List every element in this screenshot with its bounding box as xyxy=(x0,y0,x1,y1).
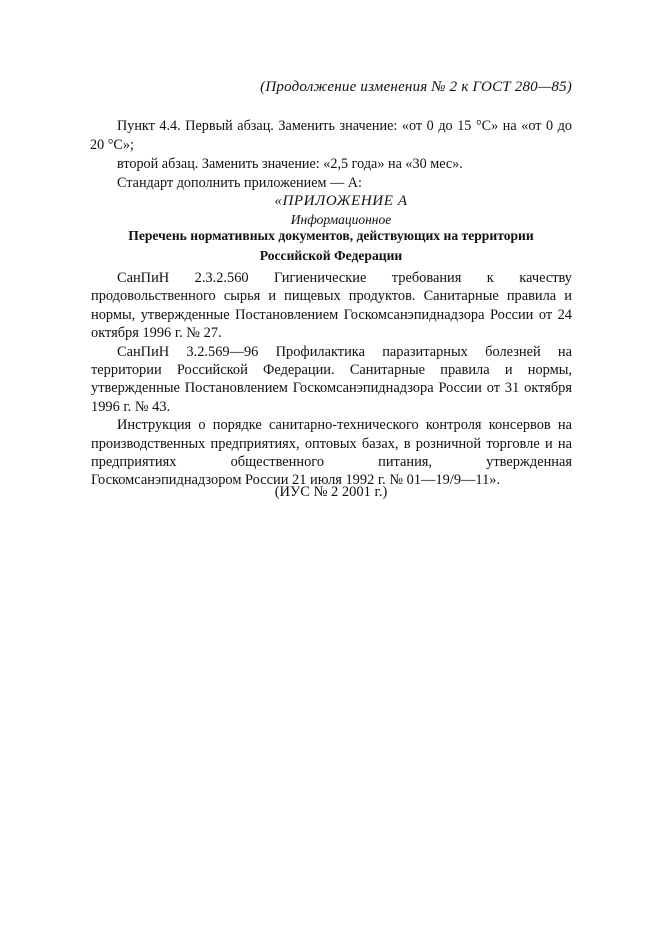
list-item: СанПиН 3.2.569—96 Профилактика паразитарных болезней на территории Российской Федерации. Санитарные правила и нормы, утвержденные Постановлением Госкомсанэпиднадзора России от 31 октября 1996 г. № 43. xyxy=(91,343,572,415)
documents-list xyxy=(91,269,572,490)
list-item: СанПиН 2.3.2.560 Гигиенические требования к качеству продовольственного сырья и пищевых продуктов. Санитарные правила и нормы, утвержденные Постановлением Госкомсанэпиднадзора России от 24 октября 1996 г. № 27. xyxy=(91,270,572,342)
section-title: Перечень нормативных документов, действующих на территории Российской Федерации xyxy=(128,228,534,263)
amendment-paragraph-1: Пункт 4.4. Первый абзац. Заменить значение: «от 0 до 15 °С» на «от 0 до 20 °С»; xyxy=(90,118,572,153)
amendment-paragraph-2: второй абзац. Заменить значение: «2,5 года» на «30 мес». xyxy=(117,156,463,172)
appendix-subtitle: Информационное xyxy=(290,212,392,227)
list-item: Инструкция о порядке санитарно-технического контроля консервов на производственных предприятиях, оптовых базах, в розничной торговле и на предприятиях общественного питания, утвержденная Госкомсанэпиднадзором России 21 июля 1992 г. № 01—19/9—11». xyxy=(91,417,572,489)
appendix-title: «ПРИЛОЖЕНИЕ А xyxy=(274,193,408,209)
amendment-intro xyxy=(90,117,572,230)
continuation-header: (Продолжение изменения № 2 к ГОСТ 280—85) xyxy=(260,79,572,95)
ius-note: (ИУС № 2 2001 г.) xyxy=(274,484,388,500)
amendment-paragraph-3: Стандарт дополнить приложением — А: xyxy=(117,175,362,191)
